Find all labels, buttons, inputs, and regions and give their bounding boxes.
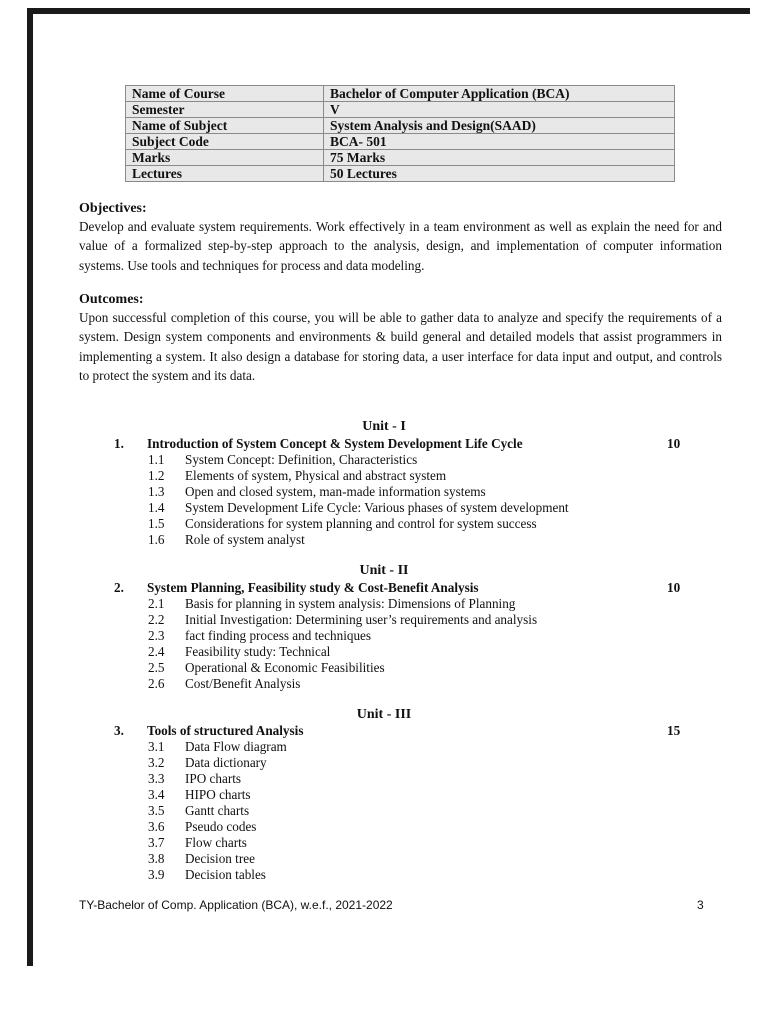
page-border-left (27, 8, 33, 966)
topic-title: Data dictionary (185, 755, 267, 770)
topic-title: fact finding process and techniques (185, 628, 372, 643)
topic-number: 2.4 (148, 644, 165, 659)
topic-title: Pseudo codes (185, 819, 257, 834)
table-row (126, 118, 675, 134)
unit-2-title: Unit - II (359, 563, 409, 578)
chapter-3-title: Tools of structured Analysis (147, 723, 304, 738)
topic-title: Decision tree (185, 851, 255, 866)
footer-text: TY-Bachelor of Comp. Application (BCA), w.e.f., 2021-2022 (79, 898, 393, 912)
unit-1-title: Unit - I (362, 419, 406, 434)
chapter-2-title: System Planning, Feasibility study & Cost-Benefit Analysis (147, 580, 479, 595)
topic-number: 1.1 (148, 452, 165, 467)
chapter-1-hours: 10 (667, 436, 681, 451)
outcomes-text: Upon successful completion of this course, you will be able to gather data to analyze and specify the requirements of a system. Design system components and environments & build general and detailed models that assist programmers in implementing a system. It also design a database for storing data, a user interface for data input and output, and controls to protect the system and its data. (79, 310, 722, 383)
semester-label: Semester (126, 102, 324, 118)
topic-number: 3.5 (148, 803, 165, 818)
topic-number: 2.2 (148, 612, 165, 627)
chapter-1-title: Introduction of System Concept & System Development Life Cycle (147, 436, 523, 451)
topic-number: 3.3 (148, 771, 165, 786)
topic-number: 1.4 (148, 500, 165, 515)
objectives-heading: Objectives: (79, 201, 147, 216)
topic-title: HIPO charts (185, 787, 251, 802)
topic-title: Role of system analyst (185, 532, 305, 547)
table-row (126, 102, 675, 118)
course-name-label: Name of Course (126, 86, 324, 102)
topic-number: 1.3 (148, 484, 165, 499)
lectures-label: Lectures (126, 166, 324, 182)
topic-number: 1.6 (148, 532, 165, 547)
topic-title: Open and closed system, man-made information systems (185, 484, 486, 499)
chapter-2-number: 2. (114, 580, 124, 595)
topic-number: 2.6 (148, 676, 165, 691)
table-row (126, 150, 675, 166)
chapter-2-hours: 10 (667, 580, 681, 595)
topic-title: Operational & Economic Feasibilities (185, 660, 385, 675)
page-number: 3 (697, 898, 704, 912)
topic-title: Feasibility study: Technical (185, 644, 331, 659)
outcomes-heading: Outcomes: (79, 292, 144, 307)
topic-title: Considerations for system planning and control for system success (185, 516, 537, 531)
page-border-top (27, 8, 750, 14)
subject-name-value: System Analysis and Design(SAAD) (324, 118, 675, 134)
topic-number: 3.9 (148, 867, 165, 882)
objectives-text: Develop and evaluate system requirements. Work effectively in a team environment as well as explain the need for and value of a formalized step-by-step approach to the analysis, design, and implementation of computer information systems. Use tools and techniques for process and data modeling. (79, 219, 722, 273)
topic-number: 3.8 (148, 851, 165, 866)
topic-number: 3.6 (148, 819, 165, 834)
course-name-value: Bachelor of Computer Application (BCA) (324, 86, 675, 102)
lectures-value: 50 Lectures (324, 166, 675, 182)
topic-title: Elements of system, Physical and abstract system (185, 468, 447, 483)
topic-title: Flow charts (185, 835, 247, 850)
semester-value: V (324, 102, 675, 118)
chapter-3-number: 3. (114, 723, 124, 738)
topic-title: Data Flow diagram (185, 739, 287, 754)
marks-label: Marks (126, 150, 324, 166)
subject-name-label: Name of Subject (126, 118, 324, 134)
topic-title: Cost/Benefit Analysis (185, 676, 301, 691)
topic-number: 1.2 (148, 468, 165, 483)
topic-number: 3.2 (148, 755, 165, 770)
topic-title: System Development Life Cycle: Various phases of system development (185, 500, 569, 515)
topic-number: 3.4 (148, 787, 165, 802)
topic-title: Initial Investigation: Determining user’s requirements and analysis (185, 612, 538, 627)
course-info-table (125, 85, 675, 182)
table-row (126, 86, 675, 102)
topic-number: 2.3 (148, 628, 165, 643)
subject-code-label: Subject Code (126, 134, 324, 150)
topic-number: 3.7 (148, 835, 165, 850)
topic-number: 3.1 (148, 739, 165, 754)
chapter-1-number: 1. (114, 436, 124, 451)
topic-title: Decision tables (185, 867, 266, 882)
table-row (126, 134, 675, 150)
unit-3-title: Unit - III (356, 707, 412, 722)
chapter-3-hours: 15 (667, 723, 681, 738)
topic-title: System Concept: Definition, Characteristics (185, 452, 418, 467)
topic-number: 2.1 (148, 596, 165, 611)
topic-title: IPO charts (185, 771, 242, 786)
subject-code-value: BCA- 501 (324, 134, 675, 150)
topic-title: Gantt charts (185, 803, 250, 818)
topic-number: 1.5 (148, 516, 165, 531)
topic-title: Basis for planning in system analysis: Dimensions of Planning (185, 596, 516, 611)
topic-number: 2.5 (148, 660, 165, 675)
table-row (126, 166, 675, 182)
marks-value: 75 Marks (324, 150, 675, 166)
